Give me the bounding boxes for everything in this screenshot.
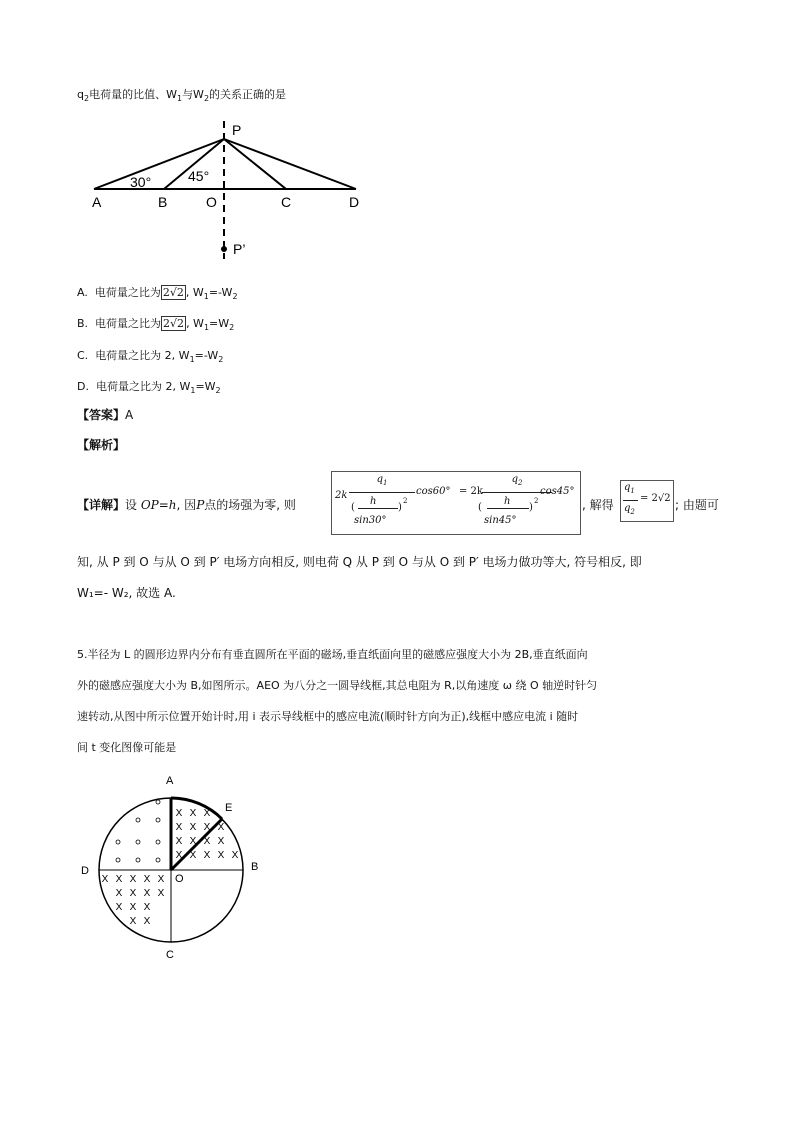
label-A2: A <box>166 775 174 787</box>
point-Pprime <box>221 246 227 252</box>
figure-triangle-diagram <box>80 115 380 265</box>
q5-line-1: 5.半径为 L 的圆形边界内分布有垂直圆所在平面的磁场,垂直纸面向里的磁感应强度大小为 2B,垂直纸面向 <box>77 648 588 661</box>
q5-line-2: 外的磁感应强度大小为 B,如图所示。AEO 为八分之一圆导线框,其总电阻为 R,以角速度 ω 绕 O 轴逆时针匀 <box>77 679 598 692</box>
field-cross: X <box>175 836 183 847</box>
fraction-bar-1 <box>349 492 415 493</box>
field-cross: X <box>101 874 109 885</box>
label-D: D <box>349 194 360 210</box>
line-PD <box>224 139 356 189</box>
field-dot <box>156 840 160 844</box>
field-cross: X <box>157 888 165 899</box>
field-cross: X <box>203 836 211 847</box>
field-cross: X <box>203 822 211 833</box>
label-C: C <box>281 194 292 210</box>
option-a[interactable]: A. 电荷量之比为 2√2 , $W_1=-W_2$ <box>77 286 238 302</box>
field-cross: X <box>189 836 197 847</box>
label-O2: O <box>175 873 184 885</box>
option-c[interactable]: C. 电荷量之比为 2, $W_1=-W_2$ <box>77 349 224 365</box>
field-cross: X <box>143 874 151 885</box>
line-PC <box>224 139 286 189</box>
label-Pprime: P’ <box>233 241 246 257</box>
field-cross: X <box>143 888 151 899</box>
detail-line-3: W₁=- W₂, 故选 A. <box>77 586 176 600</box>
field-cross: X <box>189 808 197 819</box>
angle-30-label: 30° <box>130 174 152 190</box>
field-dot <box>156 800 160 804</box>
field-cross: X <box>231 850 239 861</box>
field-dot <box>136 858 140 862</box>
label-P: P <box>232 122 242 138</box>
detail-tail-text: ; 由题可 <box>675 498 719 512</box>
option-d[interactable]: D. 电荷量之比为 2, $W_1=W_2$ <box>77 380 221 396</box>
fraction-bar-1b <box>358 508 398 509</box>
q5-line-4: 间 t 变化图像可能是 <box>77 741 177 754</box>
field-cross: X <box>143 916 151 927</box>
field-dot <box>136 818 140 822</box>
outward-field-dots <box>116 800 160 862</box>
field-cross: X <box>129 874 137 885</box>
field-cross: X <box>157 874 165 885</box>
field-cross: X <box>115 902 123 913</box>
detail-line-2: 知, 从 P 到 O 与从 O 到 P′ 电场方向相反, 则电荷 Q 从 P 到 O 与从 O 到 P′ 电场力做功等大, 符号相反, 即 <box>77 555 642 569</box>
field-dot <box>136 840 140 844</box>
field-cross: X <box>129 902 137 913</box>
label-B: B <box>158 194 168 210</box>
label-D2: D <box>81 865 89 877</box>
field-dot <box>116 858 120 862</box>
q5-line-3: 速转动,从图中所示位置开始计时,用 i 表示导线框中的感应电流(顺时针方向为正),线框中感应电流 i 随时 <box>77 710 579 723</box>
analysis-label: 【解析】 <box>77 438 126 452</box>
field-cross: X <box>203 850 211 861</box>
field-cross: X <box>189 850 197 861</box>
field-cross: X <box>175 822 183 833</box>
field-cross: X <box>115 874 123 885</box>
field-cross: X <box>143 902 151 913</box>
field-cross: X <box>217 850 225 861</box>
field-cross: X <box>217 836 225 847</box>
answer-line: 【答案】A <box>77 408 134 422</box>
label-A: A <box>92 194 102 210</box>
field-cross: X <box>175 808 183 819</box>
field-cross: X <box>217 822 225 833</box>
label-E: E <box>225 802 233 814</box>
detail-solved-text: , 解得 <box>582 498 614 512</box>
fraction-bar-2b <box>487 508 529 509</box>
option-b[interactable]: B. 电荷量之比为 2√2 , $W_1=W_2$ <box>77 317 235 333</box>
ratio-box: $q_1$ $q_2$ = 2√2 <box>620 480 674 522</box>
label-B2: B <box>251 861 259 873</box>
field-dot <box>156 858 160 862</box>
detail-label-text: 【详解】设 OP=h, 因P点的场强为零, 则 <box>77 498 296 512</box>
angle-45-label: 45° <box>188 168 210 184</box>
label-O: O <box>206 194 217 210</box>
field-cross: X <box>129 916 137 927</box>
field-cross: X <box>189 822 197 833</box>
label-C2: C <box>166 949 174 960</box>
field-cross: X <box>129 888 137 899</box>
field-cross: X <box>115 888 123 899</box>
field-dot <box>156 818 160 822</box>
field-cross: X <box>175 850 183 861</box>
field-cross: X <box>203 808 211 819</box>
ratio-fraction-bar <box>623 500 638 501</box>
field-dot <box>116 840 120 844</box>
figure-circle-field <box>76 770 276 960</box>
question-intro: $q_2$电荷量的比值、$W_1$与$W_2$的关系正确的是 <box>77 88 287 104</box>
equation-box: 2k $q_1$ h ( sin30° ) 2 cos60° = 2k $q_2$ h ( sin45° ) 2 cos45° <box>331 471 581 535</box>
